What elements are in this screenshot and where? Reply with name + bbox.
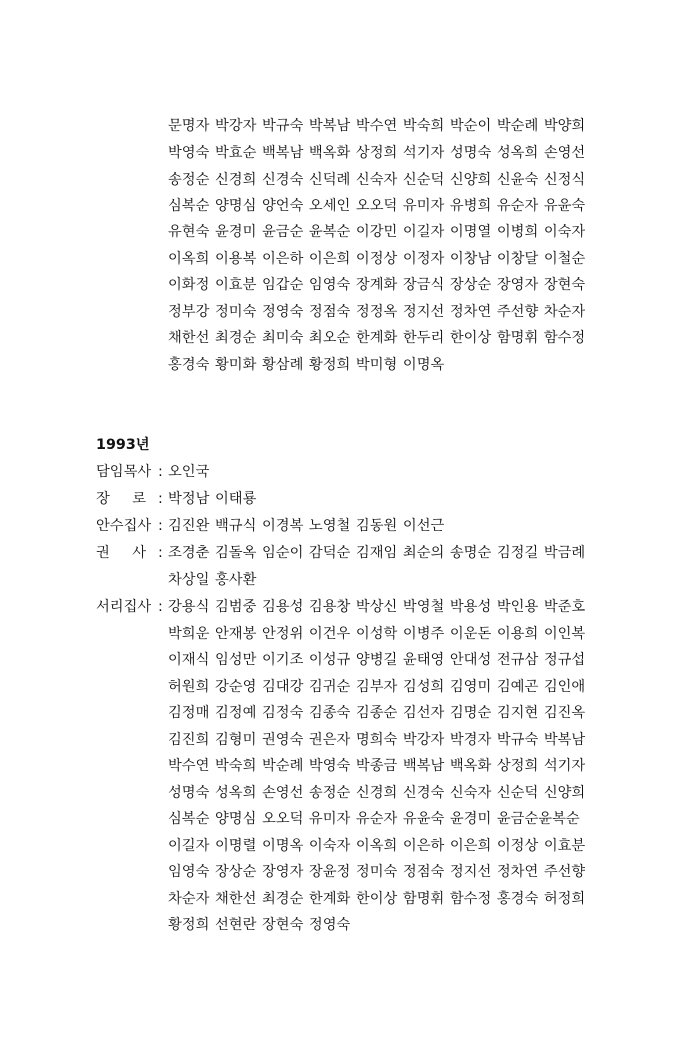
name-row: 박영숙 박효순 백복남 백옥화 상정희 석기자 성명숙 성옥희 손영선	[168, 145, 586, 161]
role-label	[96, 489, 158, 509]
role-label-char: 권	[96, 545, 110, 561]
name-row: 문명자 박강자 박규숙 박복남 박수연 박숙희 박순이 박순례 박양희	[168, 118, 586, 134]
role-label: 담임목사	[96, 464, 152, 480]
name-row: 허원희 강순영 김대강 김귀순 김부자 김성희 김영미 김예곤 김인애	[168, 679, 586, 695]
role-label: 안수집사	[96, 518, 152, 534]
role-label	[96, 543, 158, 563]
name-row: 김정매 김정예 김정숙 김종숙 김종순 김선자 김명순 김지현 김진옥	[168, 705, 586, 721]
name-row: 심복순 양명심 양언숙 오세인 오오덕 유미자 유병희 유순자 유윤숙	[168, 198, 586, 214]
name-row: 성명숙 성옥희 손영선 송정순 신경희 신경숙 신숙자 신순덕 신양희	[168, 785, 586, 801]
name-row: 유현숙 윤경미 윤금순 윤복순 이강민 이길자 이명열 이병희 이숙자	[168, 224, 586, 240]
role-label: 서리집사	[96, 599, 152, 615]
role-label-char: 장	[96, 491, 110, 507]
name-row: 이화정 이효분 임갑순 임영숙 장계화 장금식 장상순 장영자 장현숙	[168, 277, 586, 293]
name-row: 송정순 신경희 신경숙 신덕례 신숙자 신순덕 신양희 신윤숙 신정식	[168, 172, 586, 188]
name-row: 심복순 양명심 오오덕 유미자 유순자 유윤숙 윤경미 윤금순윤복순	[168, 811, 580, 827]
name-row: 채한선 최경순 최미숙 최오순 한계화 한두리 한이상 함명휘 함수정	[168, 330, 586, 346]
year-heading: 1993년	[96, 437, 150, 453]
name-row: 정부강 정미숙 정영숙 정점숙 정정옥 정지선 정차연 주선향 차순자	[168, 304, 586, 320]
role-label-char: 로	[132, 491, 146, 507]
name-row: 이길자 이명렬 이명옥 이숙자 이옥희 이은하 이은희 이정상 이효분	[168, 838, 586, 854]
name-row: 김진완 백규식 이경복 노영철 김동원 이선근	[168, 518, 445, 534]
role-colon: :	[158, 545, 163, 561]
name-row: 황정희 선현란 장현숙 정영숙	[168, 917, 351, 933]
role-colon: :	[158, 599, 163, 615]
name-row: 박수연 박숙희 박순례 박영숙 박종금 백복남 백옥화 상정희 석기자	[168, 758, 586, 774]
name-row: 박정남 이태룡	[168, 491, 257, 507]
name-row: 오인국	[168, 464, 210, 480]
name-row: 임영숙 장상순 장영자 장윤정 정미숙 정점숙 정지선 정차연 주선향	[168, 864, 586, 880]
name-row: 김진희 김형미 권영숙 권은자 명희숙 박강자 박경자 박규숙 박복남	[168, 732, 586, 748]
name-row: 강용식 김범중 김용성 김용창 박상신 박영철 박용성 박인용 박준호	[168, 599, 586, 615]
name-row: 이재식 임성만 이기조 이성규 양병길 윤태영 안대성 전규삼 정규섭	[168, 652, 586, 668]
name-row: 이옥희 이용복 이은하 이은희 이정상 이정자 이창남 이창달 이철순	[168, 251, 586, 267]
role-colon: :	[158, 518, 163, 534]
role-label-char: 사	[132, 545, 146, 561]
name-row: 박희운 안재봉 안정위 이건우 이성학 이병주 이운돈 이용희 이인복	[168, 626, 586, 642]
name-row: 홍경숙 황미화 황삼례 황정희 박미형 이명옥	[168, 357, 445, 373]
role-colon: :	[158, 491, 163, 507]
name-row: 차상일 홍사환	[168, 572, 257, 588]
name-row: 조경춘 김돌옥 임순이 감덕순 김재임 최순의 송명순 김정길 박금례	[168, 545, 586, 561]
role-colon: :	[158, 464, 163, 480]
name-row: 차순자 채한선 최경순 한계화 한이상 함명휘 함수정 홍경숙 허정희	[168, 891, 586, 907]
